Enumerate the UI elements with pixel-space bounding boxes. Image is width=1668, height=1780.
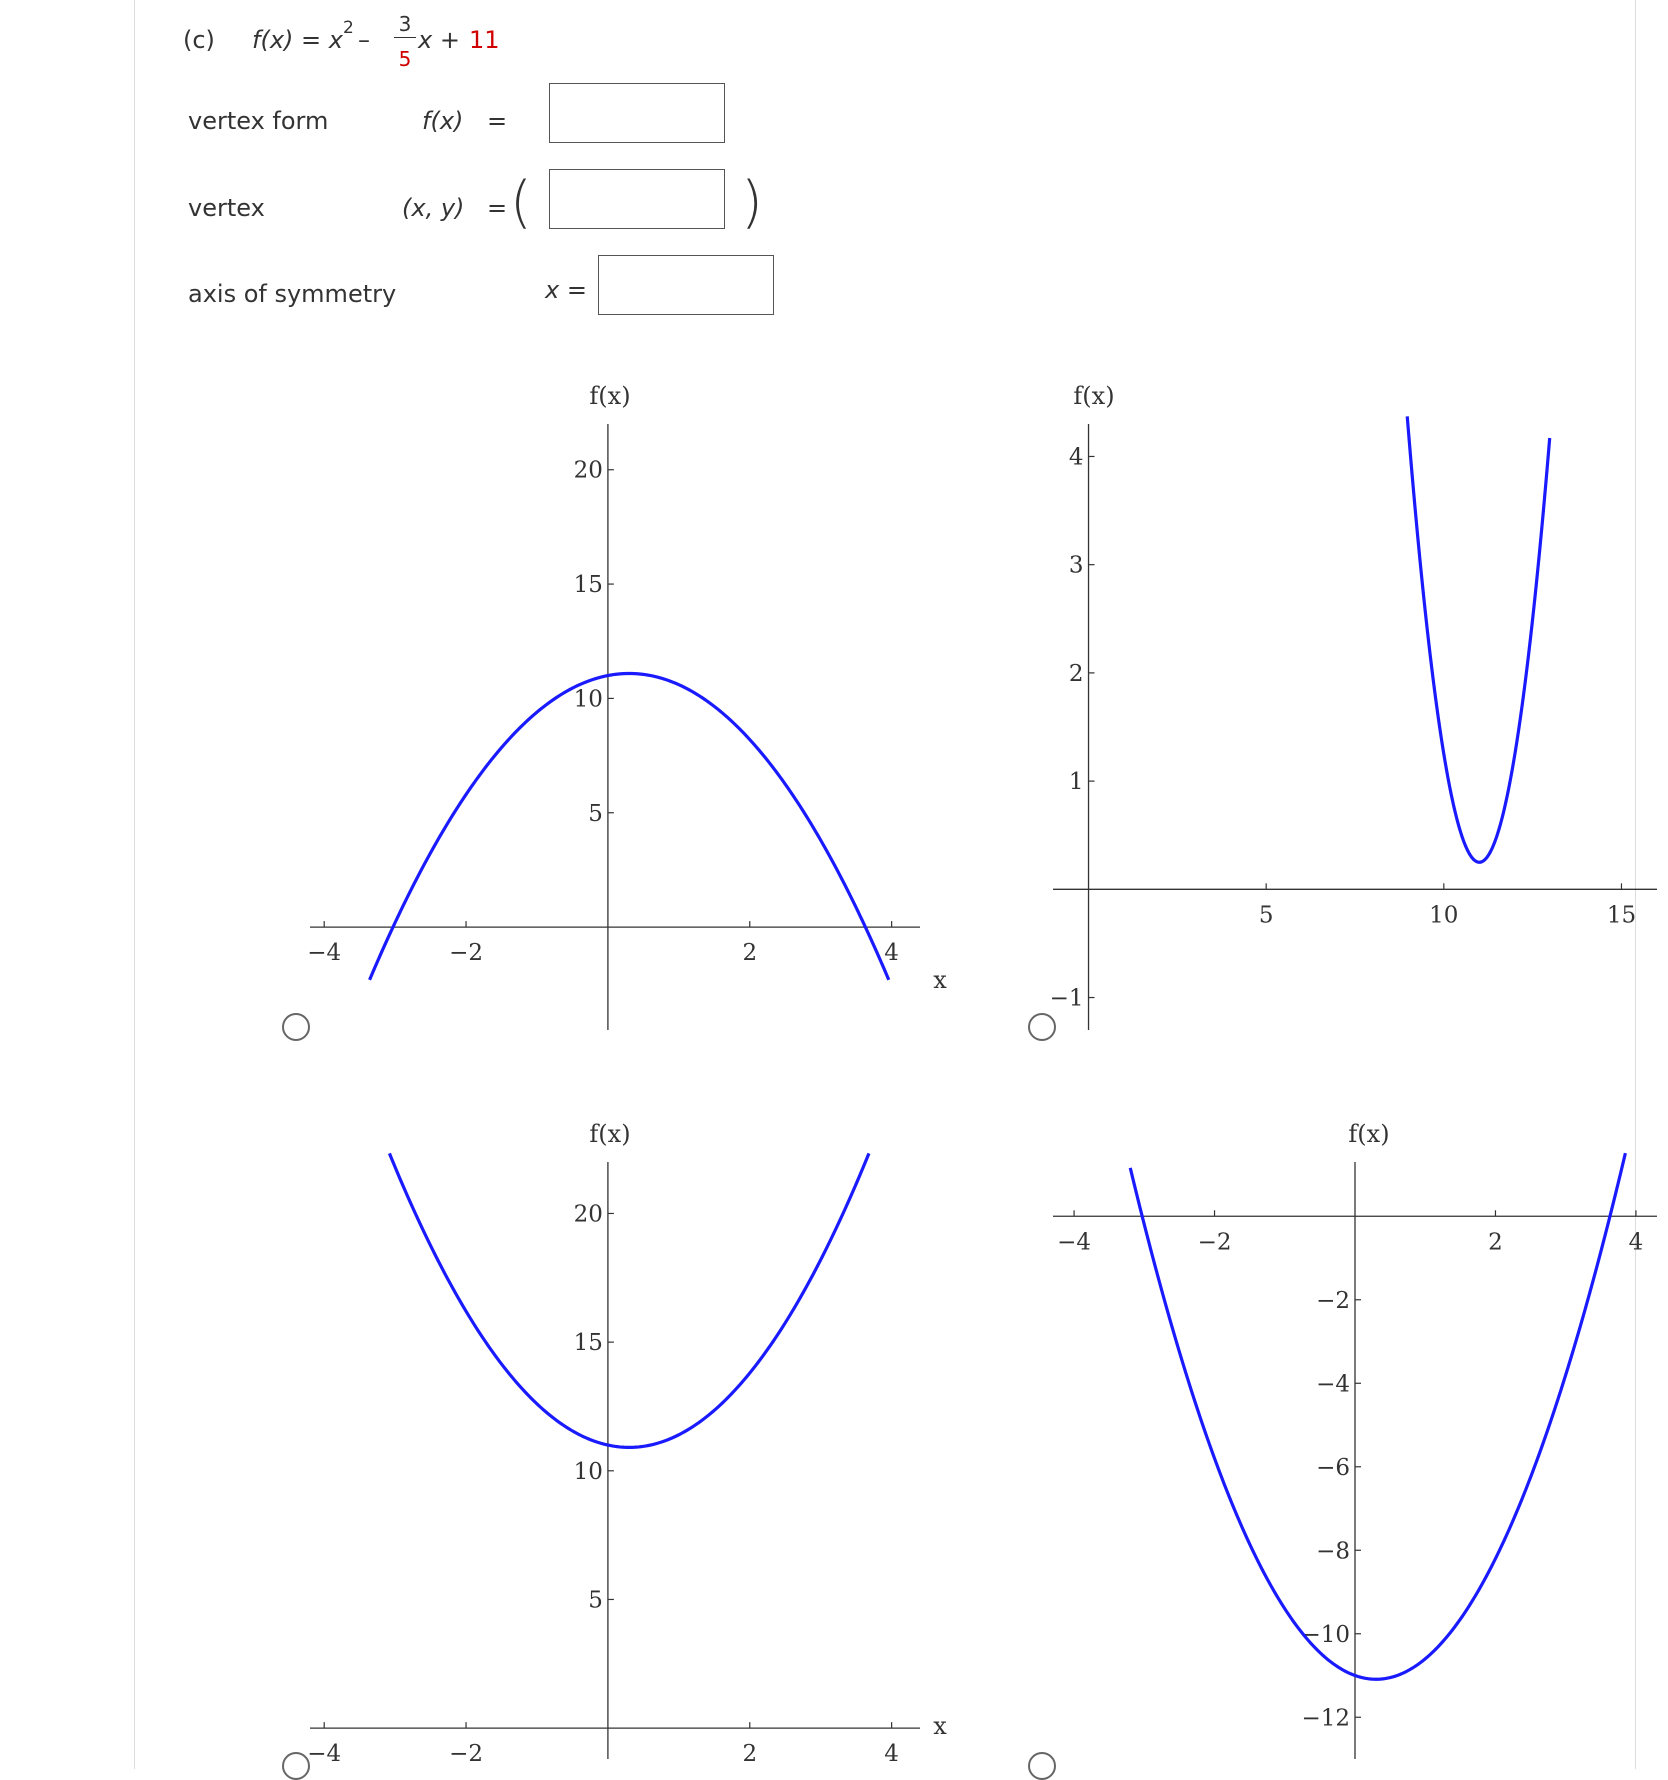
y-tick-label: 3	[1068, 552, 1084, 579]
y-tick-label: −2	[1316, 1287, 1350, 1314]
function-x-plus: x +	[418, 26, 460, 54]
y-tick-label: 10	[573, 1458, 603, 1485]
y-tick-label: 15	[573, 1330, 603, 1357]
y-tick-label: 4	[1068, 444, 1084, 471]
y-tick-label: 20	[573, 457, 603, 484]
parabola-curve	[370, 673, 889, 979]
fraction-bar	[394, 37, 416, 38]
vertex-form-equals: =	[487, 107, 508, 135]
fraction-numerator: 3	[398, 12, 412, 36]
y-tick-label: 1	[1068, 769, 1084, 796]
axis-label: axis of symmetry	[188, 280, 397, 308]
x-tick-label: −2	[449, 940, 483, 967]
x-tick-label: −2	[1197, 1229, 1232, 1256]
function-minus: –	[358, 26, 370, 54]
graph-option-3	[300, 1118, 947, 1769]
vertex-form-input[interactable]	[549, 83, 725, 143]
x-tick-label: 2	[1488, 1229, 1503, 1256]
y-tick-label: −4	[1316, 1371, 1350, 1398]
graph-option-4	[1050, 1118, 1660, 1769]
y-axis-label: f(x)	[589, 1120, 631, 1148]
parabola-curve	[1407, 416, 1549, 862]
function-constant: 11	[469, 26, 500, 54]
y-tick-label: 2	[1068, 660, 1084, 687]
y-axis-label: f(x)	[1073, 382, 1115, 410]
vertex-form-label: vertex form	[188, 107, 329, 135]
x-tick-label: 10	[1429, 902, 1459, 929]
y-axis-label: f(x)	[1348, 1120, 1390, 1148]
y-tick-label: 10	[573, 686, 603, 713]
vertex-open-paren: (	[510, 170, 532, 235]
vertex-close-paren: )	[741, 170, 763, 235]
x-tick-label: −4	[307, 1741, 342, 1768]
x-tick-label: 4	[1628, 1229, 1644, 1256]
x-tick-label: 2	[742, 940, 758, 967]
vertex-lhs: (x, y)	[402, 194, 465, 222]
y-axis-label: f(x)	[589, 382, 631, 410]
x-tick-label: 4	[884, 940, 899, 967]
y-tick-label: −10	[1301, 1621, 1350, 1648]
x-tick-label: 2	[742, 1741, 758, 1768]
y-tick-label: 5	[588, 1587, 603, 1614]
y-tick-label: 20	[573, 1201, 603, 1228]
x-tick-label: 15	[1606, 902, 1637, 929]
y-tick-label: −8	[1316, 1538, 1350, 1565]
y-tick-label: 5	[588, 800, 603, 827]
graph-option-1	[300, 380, 947, 1040]
vertex-equals: =	[487, 194, 508, 222]
x-axis-label: x	[933, 1712, 947, 1740]
axis-lhs: x =	[545, 276, 587, 304]
fraction-denominator: 5	[398, 47, 412, 71]
function-lhs: f(x) = x	[252, 26, 343, 54]
axis-input[interactable]	[598, 255, 774, 315]
parabola-curve	[389, 1153, 868, 1447]
x-tick-label: 5	[1258, 902, 1274, 929]
vertex-label: vertex	[188, 194, 265, 222]
function-exponent: 2	[343, 18, 354, 38]
x-tick-label: −4	[1057, 1229, 1092, 1256]
y-tick-label: −6	[1316, 1454, 1350, 1481]
y-tick-label: −12	[1301, 1705, 1350, 1732]
x-axis-label: x	[933, 966, 947, 994]
vertex-input[interactable]	[549, 169, 725, 229]
x-tick-label: −2	[449, 1741, 483, 1768]
y-tick-label: −1	[1049, 985, 1084, 1012]
part-label: (c)	[183, 26, 215, 54]
y-tick-label: 15	[573, 572, 603, 599]
x-tick-label: 4	[884, 1741, 899, 1768]
x-tick-label: −4	[307, 940, 342, 967]
graph-option-2	[1050, 380, 1660, 1040]
vertex-form-lhs: f(x)	[422, 107, 464, 135]
